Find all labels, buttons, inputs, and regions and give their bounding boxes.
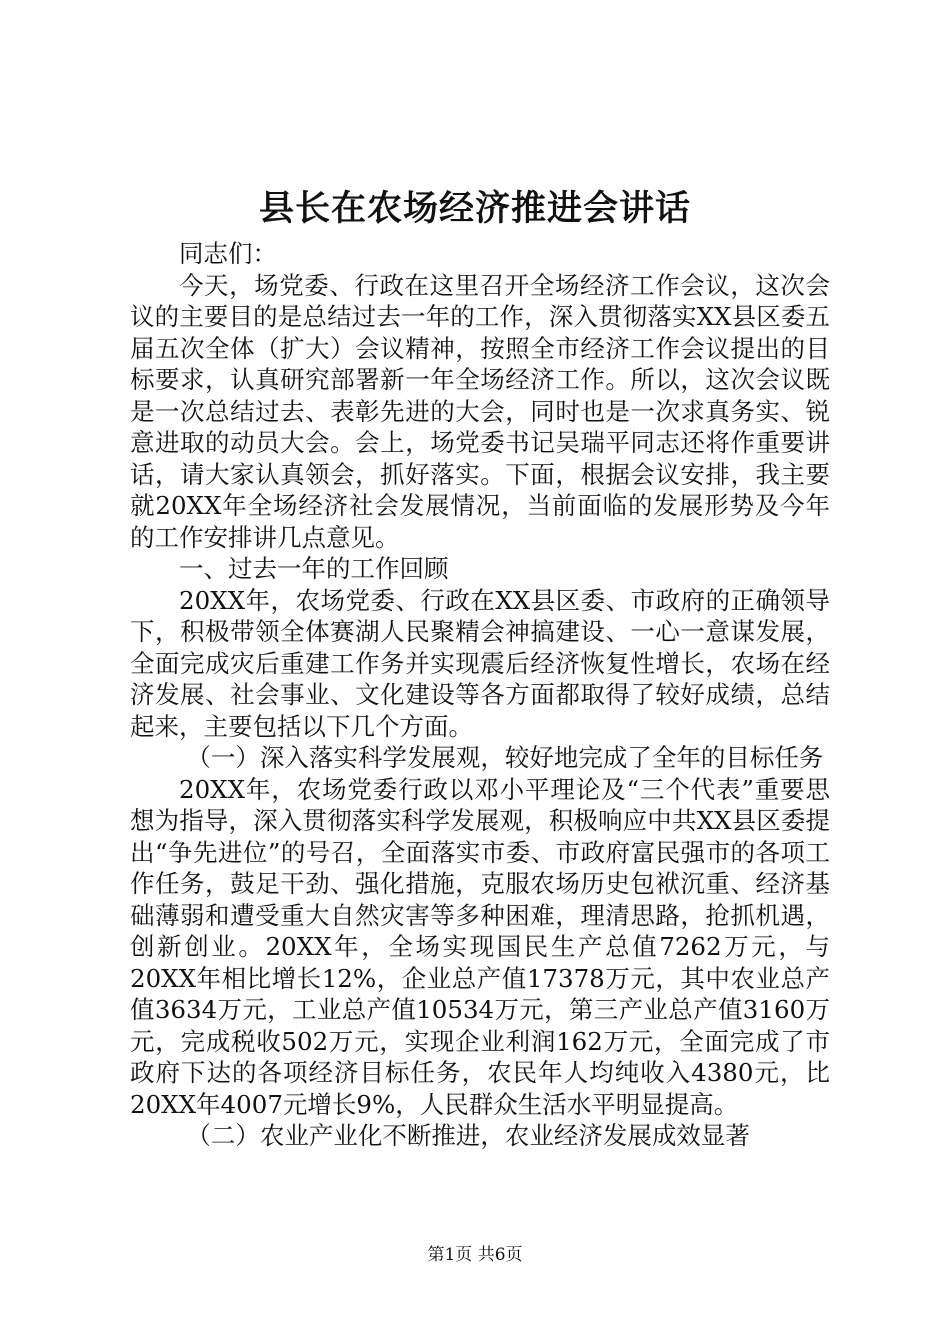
document-body <box>130 238 830 1152</box>
subheading-one: （一）深入落实科学发展观，较好地完成了全年的目标任务 <box>186 743 824 772</box>
section-heading-review: 一、过去一年的工作回顾 <box>179 554 449 583</box>
economic-results-paragraph: 20XX年，农场党委行政以邓小平理论及“三个代表”重要思想为指导，深入贯彻落实科学发展观，积极响应中共XX县区委提出“争先进位”的号召，全面落实市委、市政府富民强市的各项工作任务，鼓足干劲、强化措施，克服农场历史包袱沉重、经济基础薄弱和遭受重大自然灾害等多种困难，理清思路，抢抓机遇，创新创业。20XX年，全场实现国民生产总值7262万元，与20XX年相比增长12%，企业总产值17378万元，其中农业总产值3634万元，工业总产值10534万元，第三产业总产值3160万元，完成税收502万元，实现企业利润162万元，全面完成了市政府下达的各项经济目标任务，农民年人均纯收入4380元，比20XX年4007元增长9%，人民群众生活水平明显提高。 <box>130 774 830 1119</box>
salutation-paragraph: 同志们： <box>179 239 277 268</box>
document-title: 县长在农场经济推进会讲话 <box>258 188 691 229</box>
review-summary-paragraph: 20XX年，农场党委、行政在XX县区委、市政府的正确领导下，积极带领全体赛湖人民聚精会神搞建设、一心一意谋发展，全面完成灾后重建工作务并实现震后经济恢复性增长，农场在经济发展、社会事业、文化建设等各方面都取得了较好成绩，总结起来，主要包括以下几个方面。 <box>130 585 830 741</box>
opening-paragraph: 今天，场党委、行政在这里召开全场经济工作会议，这次会议的主要目的是总结过去一年的工作，深入贯彻落实XX县区委五届五次全体（扩大）会议精神，按照全市经济工作会议提出的目标要求，认真研究部署新一年全场经济工作。所以，这次会议既是一次总结过去、表彰先进的大会，同时也是一次求真务实、锐意进取的动员大会。会上，场党委书记吴瑞平同志还将作重要讲话，请大家认真领会，抓好落实。下面，根据会议安排，我主要就20XX年全场经济社会发展情况，当前面临的发展形势及今年的工作安排讲几点意见。 <box>130 270 830 552</box>
page-number-footer: 第1页 共6页 <box>427 1245 523 1265</box>
subheading-two: （二）农业产业化不断推进，农业经济发展成效显著 <box>186 1121 750 1150</box>
